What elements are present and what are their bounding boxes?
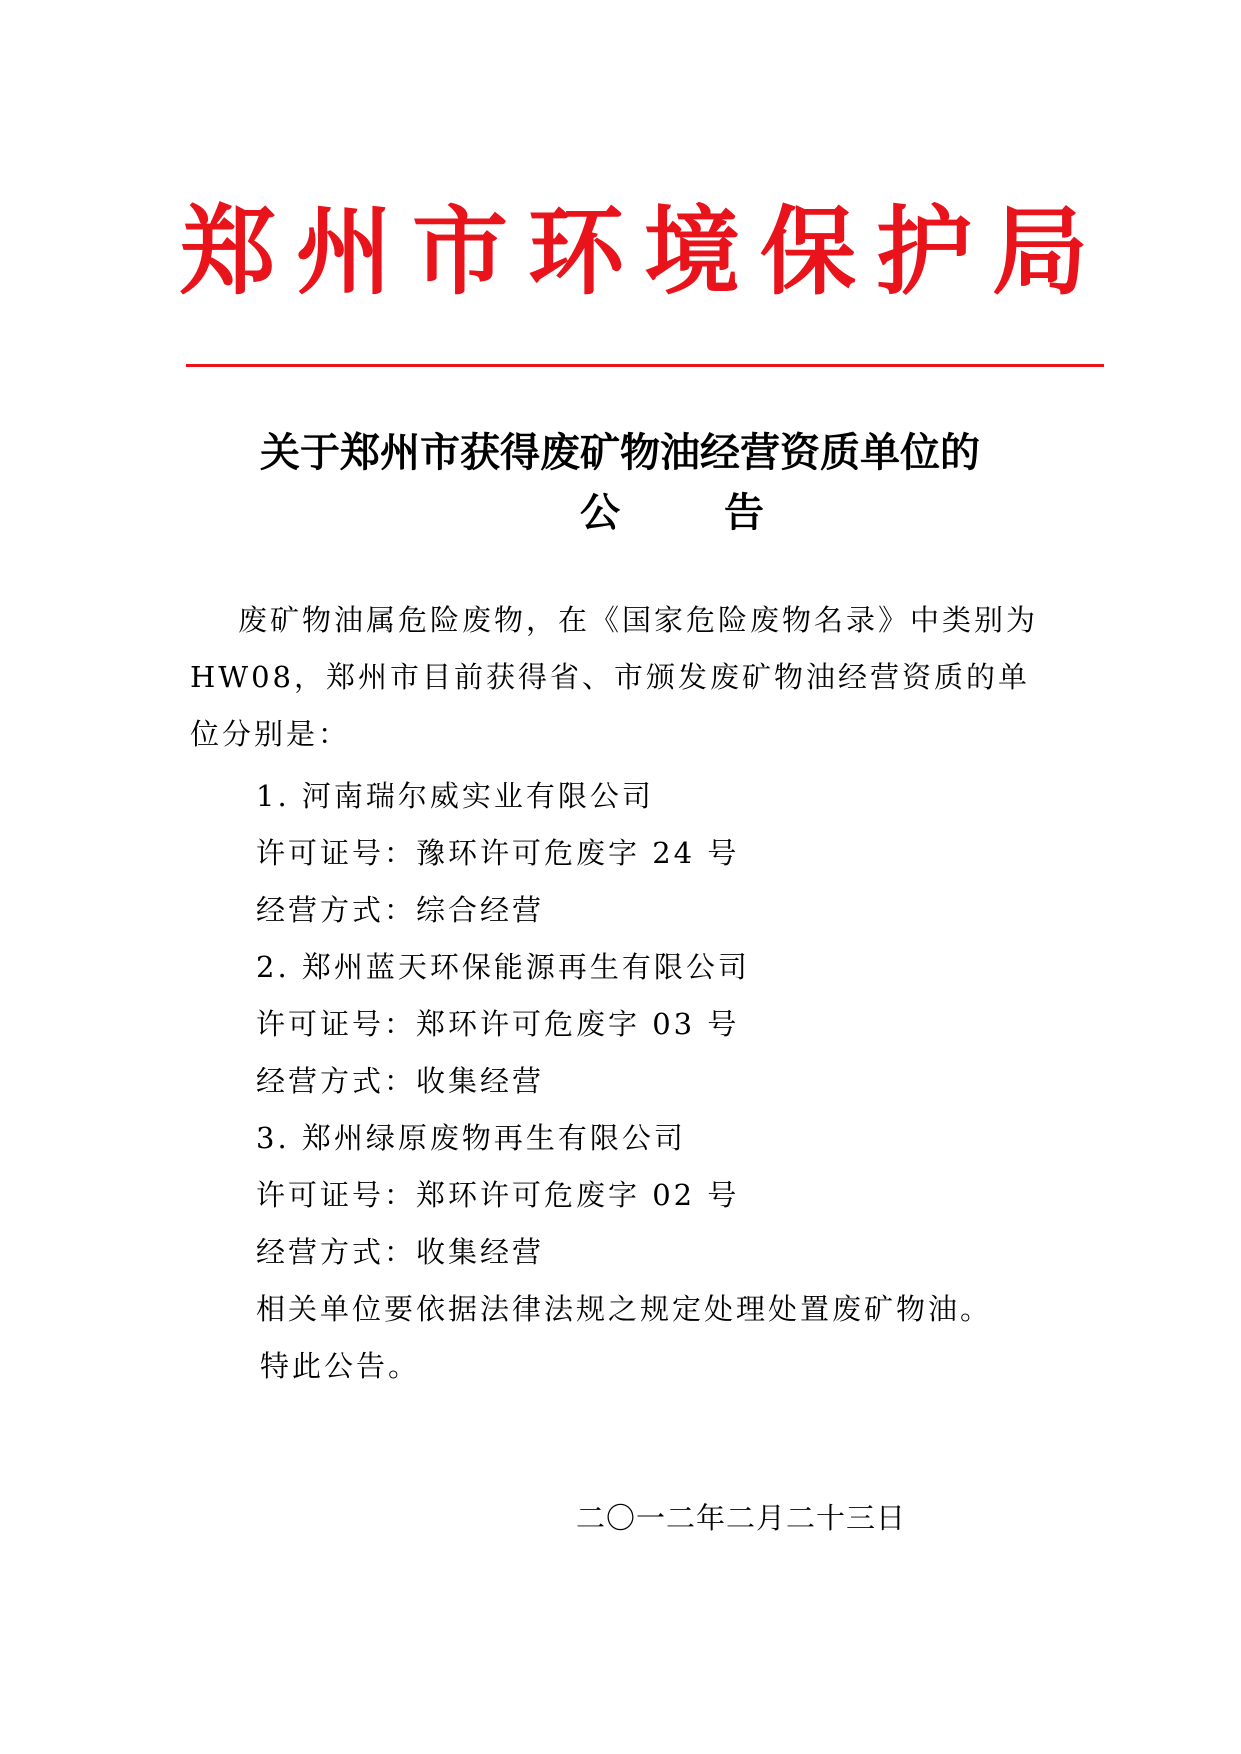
intro-paragraph: 废矿物油属危险废物，在《国家危险废物名录》中类别为 HW08，郑州市目前获得省、市颁发废矿物油经营资质的单位分别是： bbox=[190, 603, 1039, 751]
company-3-name: 3. 郑州绿原废物再生有限公司 bbox=[256, 1121, 686, 1155]
agency-header: 郑州市环境保护局 bbox=[180, 196, 1108, 308]
company-2-license: 许可证号：郑环许可危废字 03 号 bbox=[256, 1007, 740, 1041]
company-3-license: 许可证号：郑环许可危废字 02 号 bbox=[256, 1178, 740, 1212]
company-1-mode: 经营方式：综合经营 bbox=[256, 893, 545, 927]
company-1-license: 许可证号：豫环许可危废字 24 号 bbox=[256, 836, 740, 870]
company-1-name: 1. 河南瑞尔威实业有限公司 bbox=[256, 779, 654, 813]
company-3-mode: 经营方式：收集经营 bbox=[256, 1235, 545, 1269]
company-2-mode: 经营方式：收集经营 bbox=[256, 1064, 545, 1098]
document-date: 二〇一二年二月二十三日 bbox=[576, 1501, 907, 1535]
red-divider-line bbox=[186, 364, 1104, 367]
company-2-name: 2. 郑州蓝天环保能源再生有限公司 bbox=[256, 950, 750, 984]
notice-statement: 特此公告。 bbox=[260, 1349, 421, 1383]
document-title-line2: 公告 bbox=[580, 490, 868, 536]
document-title-line1: 关于郑州市获得废矿物油经营资质单位的 bbox=[260, 430, 980, 476]
closing-statement: 相关单位要依据法律法规之规定处理处置废矿物油。 bbox=[256, 1292, 993, 1326]
